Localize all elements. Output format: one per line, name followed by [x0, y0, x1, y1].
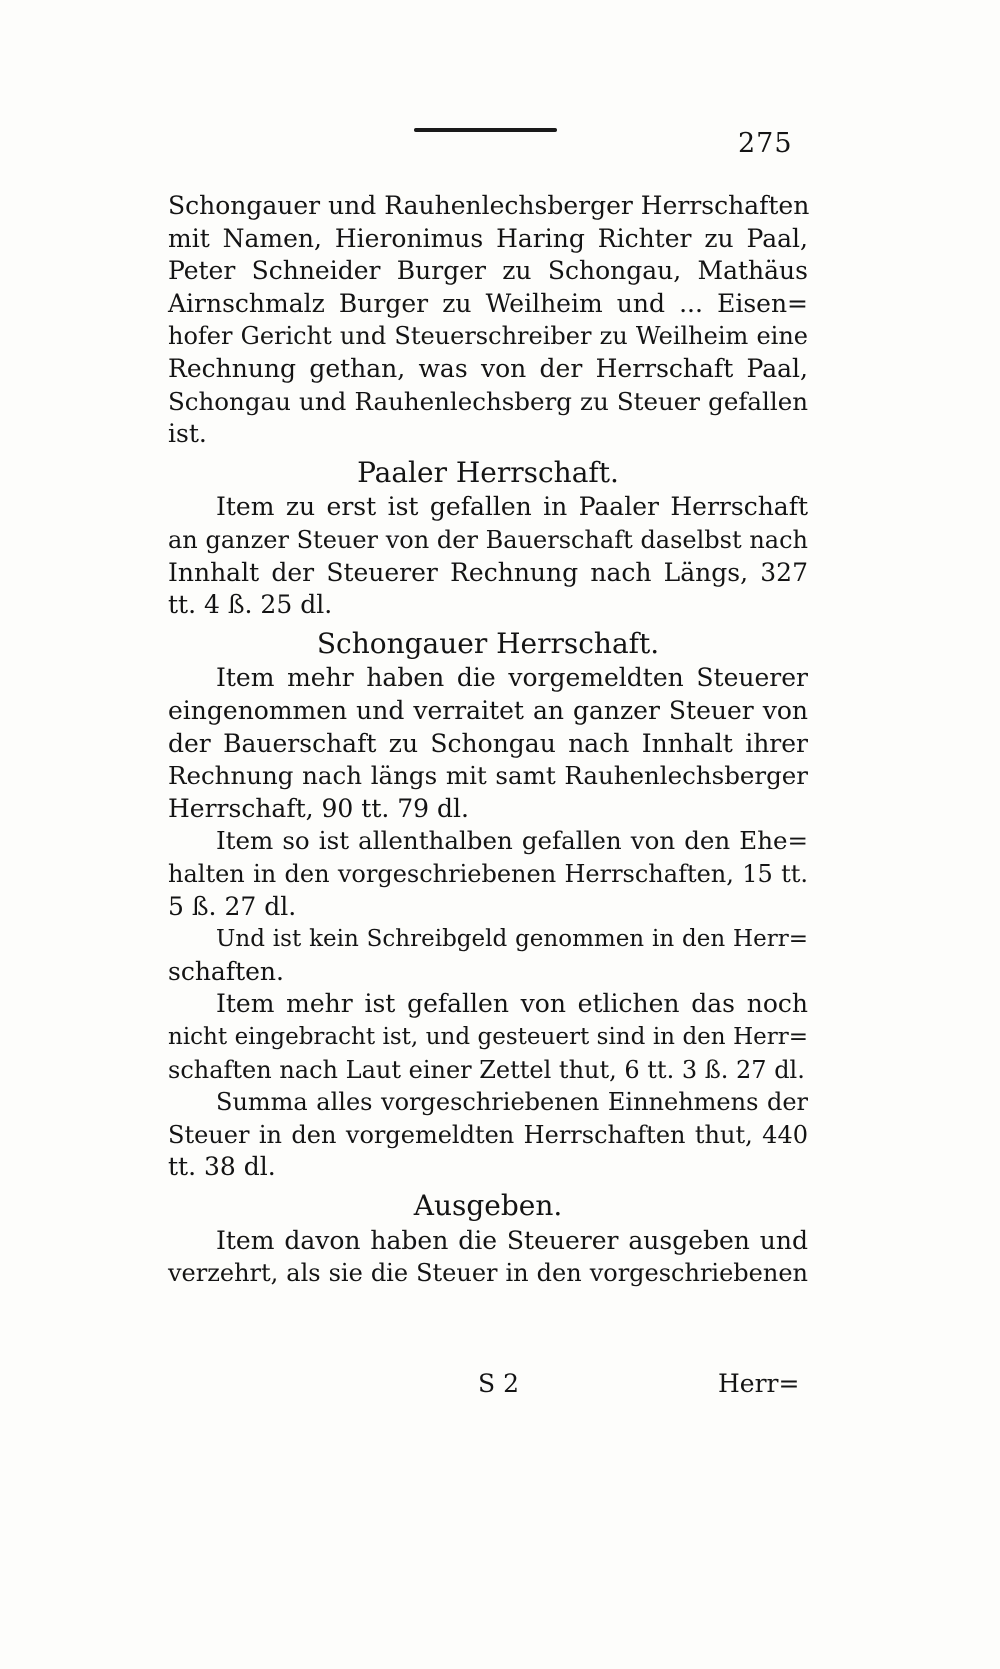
text-line: der Bauerschaft zu Schongau nach Innhalt ihrer	[168, 728, 808, 758]
text-line: Item so ist allenthalben gefallen von den Ehe=	[216, 826, 808, 856]
text-line: Item zu erst ist gefallen in Paaler Herrschaft	[216, 492, 808, 522]
text-line: schaften nach Laut einer Zettel thut, 6 tt. 3 ß. 27 dl.	[168, 1055, 805, 1084]
text-line: nicht eingebracht ist, und gesteuert sind in den Herr=	[168, 1024, 808, 1050]
text-line: Summa alles vorgeschriebenen Einnehmens der	[216, 1088, 808, 1117]
text-line: Item davon haben die Steuerer ausgeben und	[216, 1225, 808, 1255]
text-line: Schongau und Rauhenlechsberg zu Steuer gefallen	[168, 386, 808, 416]
text-line: Item mehr ist gefallen von etlichen das noch	[216, 989, 808, 1019]
signature-mark: S 2	[478, 1369, 519, 1398]
text-line: verzehrt, als sie die Steuer in den vorgeschriebenen	[168, 1259, 808, 1288]
text-line: ist.	[168, 419, 207, 449]
page-number: 275	[738, 128, 793, 159]
text-line: halten in den vorgeschriebenen Herrschaften, 15 tt.	[168, 860, 808, 888]
text-line: Rechnung gethan, was von der Herrschaft Paal,	[168, 354, 808, 383]
catchword: Herr=	[718, 1369, 800, 1398]
text-line: tt. 38 dl.	[168, 1152, 276, 1182]
text-line: hofer Gericht und Steuerschreiber zu Weilheim eine	[168, 322, 808, 351]
text-line: Steuer in den vorgemeldten Herrschaften thut, 440	[168, 1120, 808, 1149]
text-line: 5 ß. 27 dl.	[168, 891, 297, 921]
text-line: Schongauer und Rauhenlechsberger Herrschaften	[168, 191, 810, 220]
text-line: mit Namen, Hieronimus Haring Richter zu Paal,	[168, 223, 808, 253]
section-heading: Paaler Herrschaft.	[357, 455, 619, 489]
text-line: an ganzer Steuer von der Bauerschaft daselbst nach	[168, 526, 808, 554]
text-line: Und ist kein Schreibgeld genommen in den Herr=	[216, 926, 808, 953]
text-line: Peter Schneider Burger zu Schongau, Mathäus	[168, 256, 808, 286]
text-line: schaften.	[168, 956, 284, 986]
text-line: tt. 4 ß. 25 dl.	[168, 590, 333, 620]
text-line: Airnschmalz Burger zu Weilheim und ... Eisen=	[168, 288, 808, 318]
text-line: Rechnung nach längs mit samt Rauhenlechsberger	[168, 761, 808, 791]
section-heading: Schongauer Herrschaft.	[316, 626, 660, 660]
header-rule	[414, 128, 557, 132]
text-line: eingenommen und verraitet an ganzer Steuer von	[168, 696, 808, 725]
text-line: Herrschaft, 90 tt. 79 dl.	[168, 793, 469, 823]
section-heading: Ausgeben.	[413, 1189, 563, 1222]
text-line: Item mehr haben die vorgemeldten Steuerer	[216, 663, 808, 693]
text-line: Innhalt der Steuerer Rechnung nach Längs, 327	[168, 557, 808, 587]
